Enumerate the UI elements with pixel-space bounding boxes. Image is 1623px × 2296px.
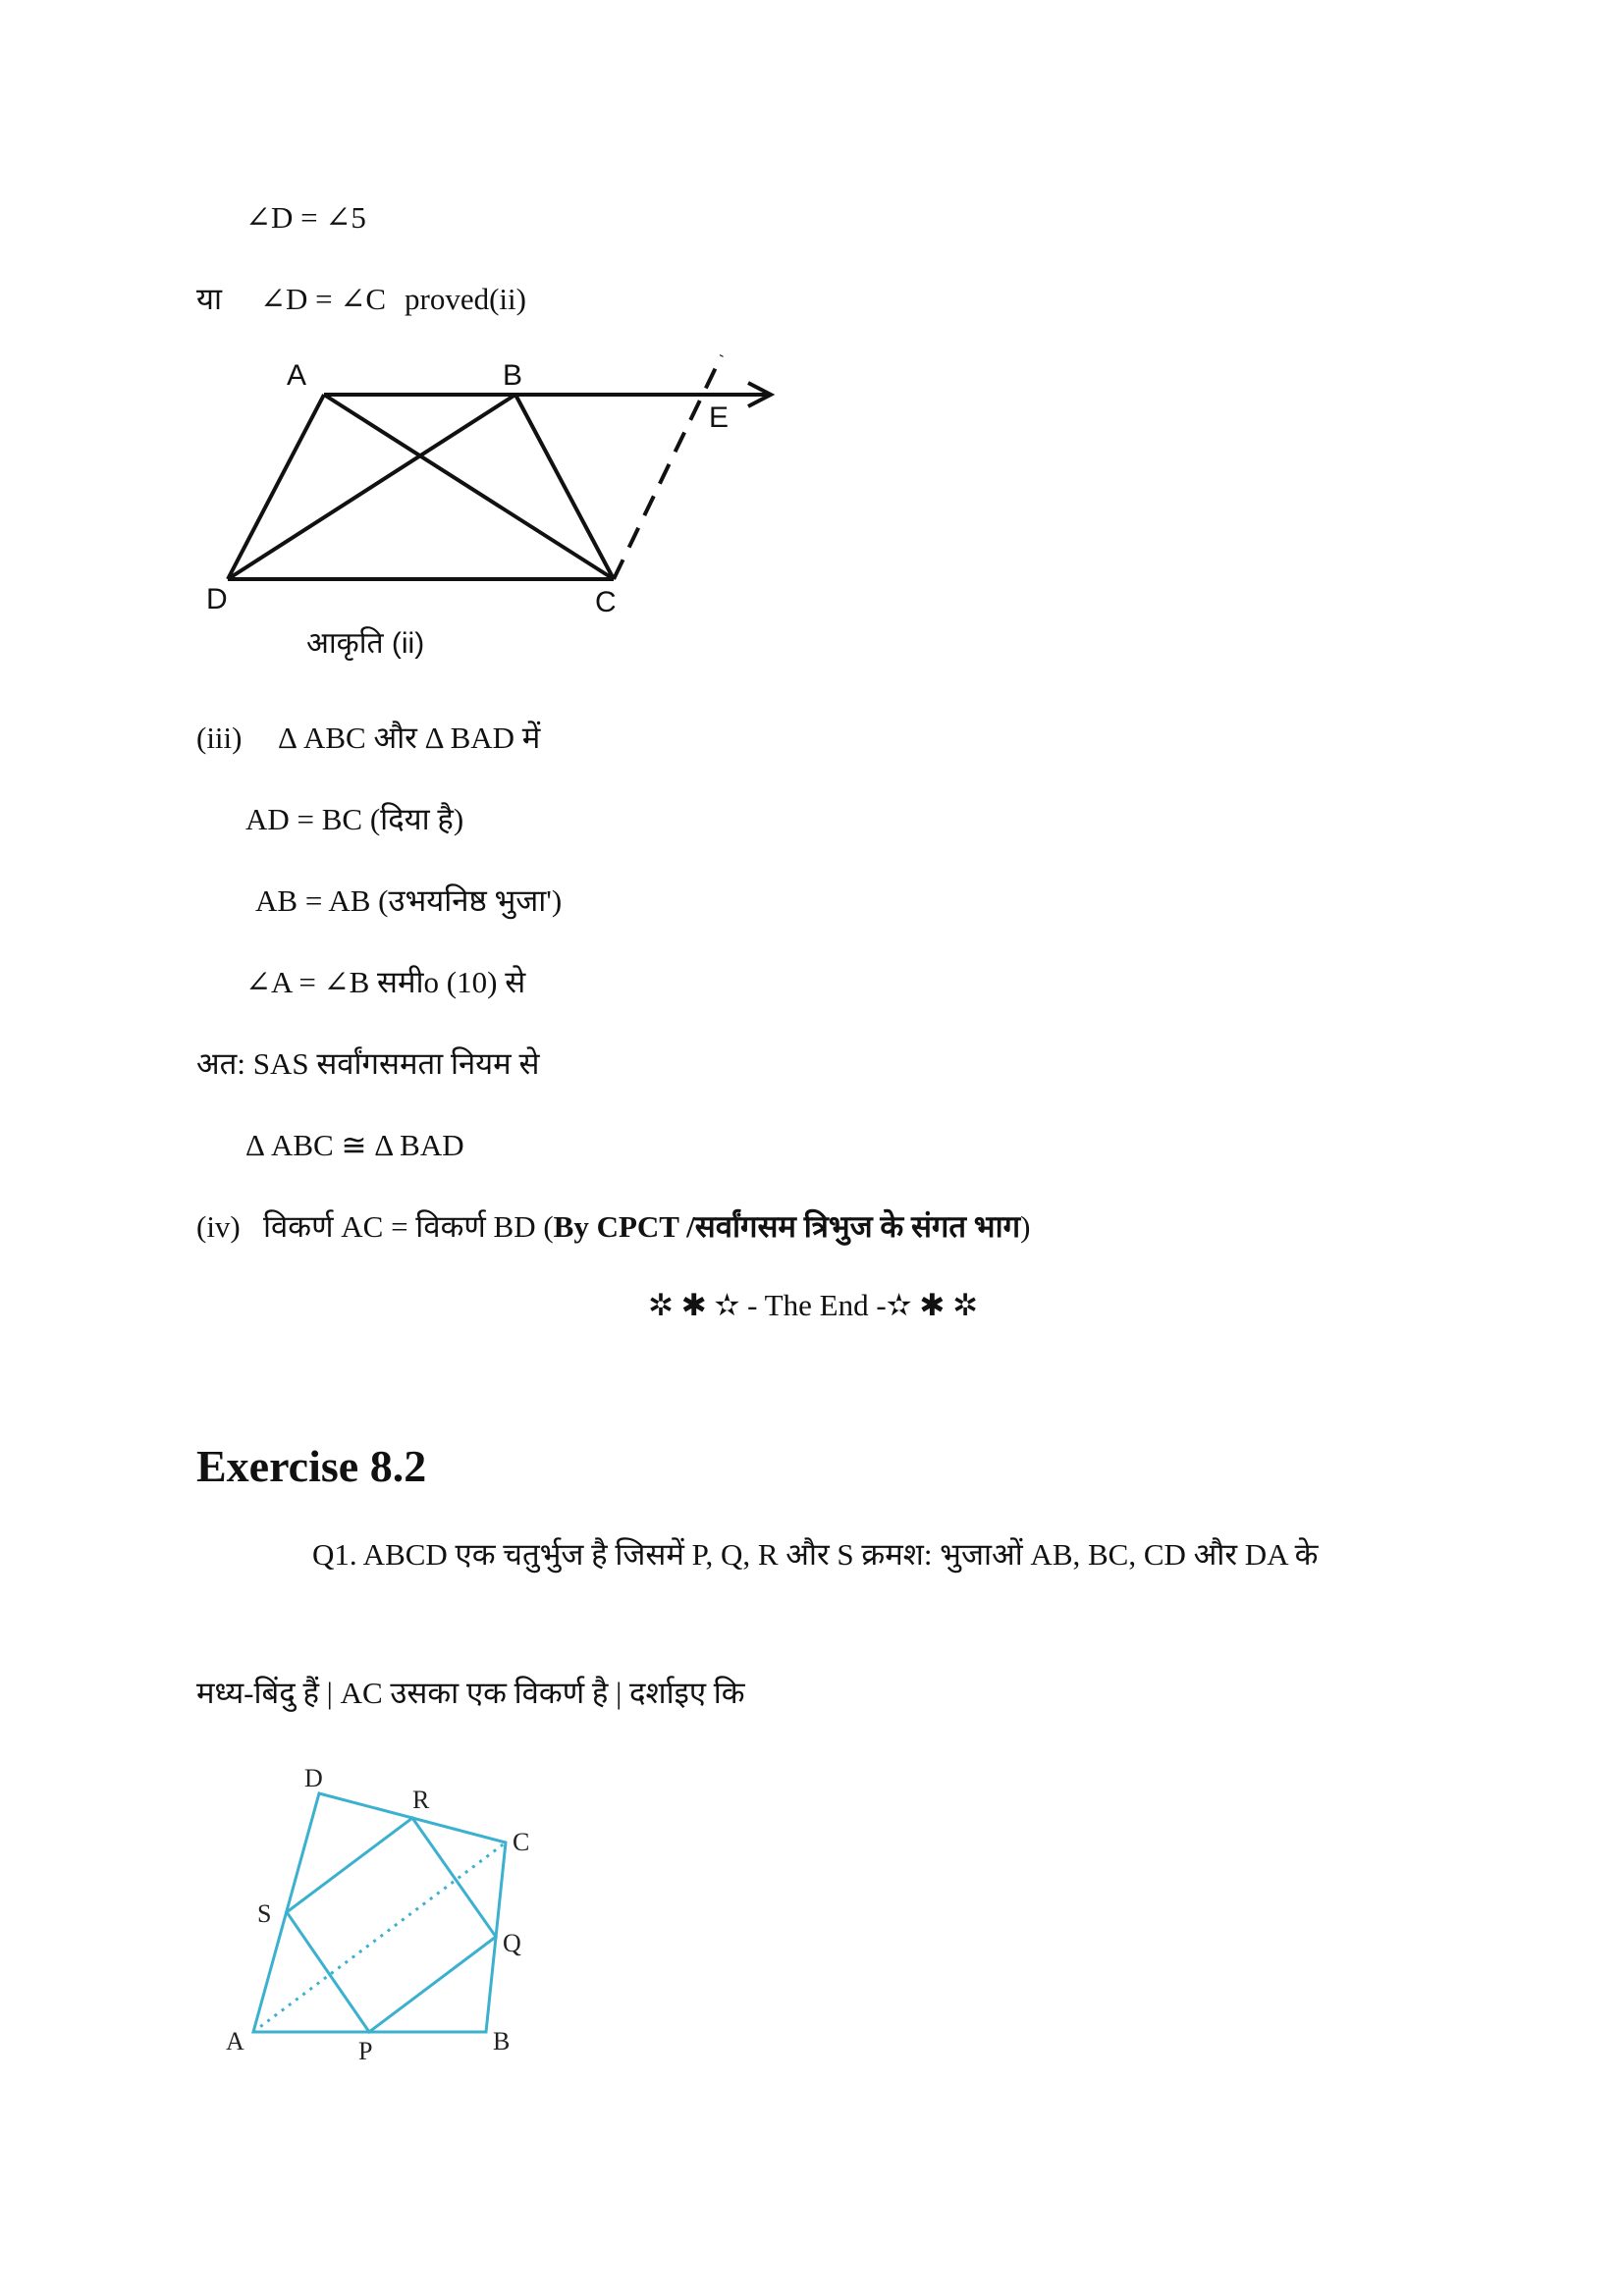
proof-line-ad-bc: AD = BC (दिया है) xyxy=(245,802,464,836)
fig2-label-s: S xyxy=(257,1899,272,1928)
fig1-label-d: D xyxy=(206,583,228,615)
proof-line-or-prefix: या xyxy=(196,282,223,316)
proof-step-iv xyxy=(196,1207,1030,1247)
fig2-label-p: P xyxy=(358,2037,373,2065)
proof-line-angle-a-b: ∠A = ∠B समीo (10) से xyxy=(245,965,526,999)
proof-line-angle-d-c: ∠D = ∠C xyxy=(260,282,386,316)
proof-step-iii-text: Δ ABC और Δ BAD में xyxy=(278,721,541,755)
fig2-label-d: D xyxy=(304,1764,323,1792)
figure-ii-diagram xyxy=(196,344,805,667)
proof-step-iv-close: ) xyxy=(1020,1209,1031,1244)
proof-step-iii-number: (iii) xyxy=(196,721,243,755)
segment-ce-dashed xyxy=(614,355,722,579)
fig1-label-a: A xyxy=(287,359,307,392)
proof-line-proved: proved(ii) xyxy=(405,282,526,316)
proof-line-angle-d: ∠D = ∠5 xyxy=(245,200,366,235)
proof-step-iv-bold: By CPCT /सर्वांगसम त्रिभुज के संगत भाग xyxy=(553,1209,1021,1244)
figure-ii-caption: आकृति (ii) xyxy=(306,627,425,660)
quadrilateral-pqrs xyxy=(287,1818,496,2032)
quadrilateral-abcd xyxy=(253,1793,506,2032)
fig2-label-c: C xyxy=(513,1828,530,1856)
question-1-line-1: Q1. ABCD एक चतुर्भुज है जिसमें P, Q, R और S क्रमश: भुजाओं AB, BC, CD और DA के xyxy=(312,1537,1319,1572)
quadrilateral-diagram xyxy=(206,1747,560,2071)
fig2-label-b: B xyxy=(493,2027,511,2056)
diagonal-ac-dotted xyxy=(253,1842,506,2032)
proof-line-congruent: Δ ABC ≅ Δ BAD xyxy=(245,1128,464,1162)
fig2-label-r: R xyxy=(412,1786,430,1814)
fig2-label-q: Q xyxy=(503,1929,521,1957)
the-end-marker: ✲ ✱ ✫ - The End -✫ ✱ ✲ xyxy=(648,1288,979,1322)
fig1-label-e: E xyxy=(709,401,730,434)
segment-ad xyxy=(228,395,324,579)
proof-step-iv-number: (iv) xyxy=(196,1209,241,1244)
proof-step-iv-text: विकर्ण AC = विकर्ण BD ( xyxy=(263,1209,554,1244)
fig1-label-b: B xyxy=(503,359,523,392)
segment-bc xyxy=(515,395,614,579)
fig1-label-c: C xyxy=(595,586,617,618)
fig2-label-a: A xyxy=(226,2027,244,2056)
question-1-line-2: मध्य-बिंदु हैं | AC उसका एक विकर्ण है | दर्शाइए कि xyxy=(196,1676,745,1710)
proof-line-ab-ab: AB = AB (उभयनिष्ठ भुजा') xyxy=(255,883,563,918)
exercise-heading: Exercise 8.2 xyxy=(196,1441,427,1491)
proof-line-sas: अत: SAS सर्वांगसमता नियम से xyxy=(196,1046,540,1081)
